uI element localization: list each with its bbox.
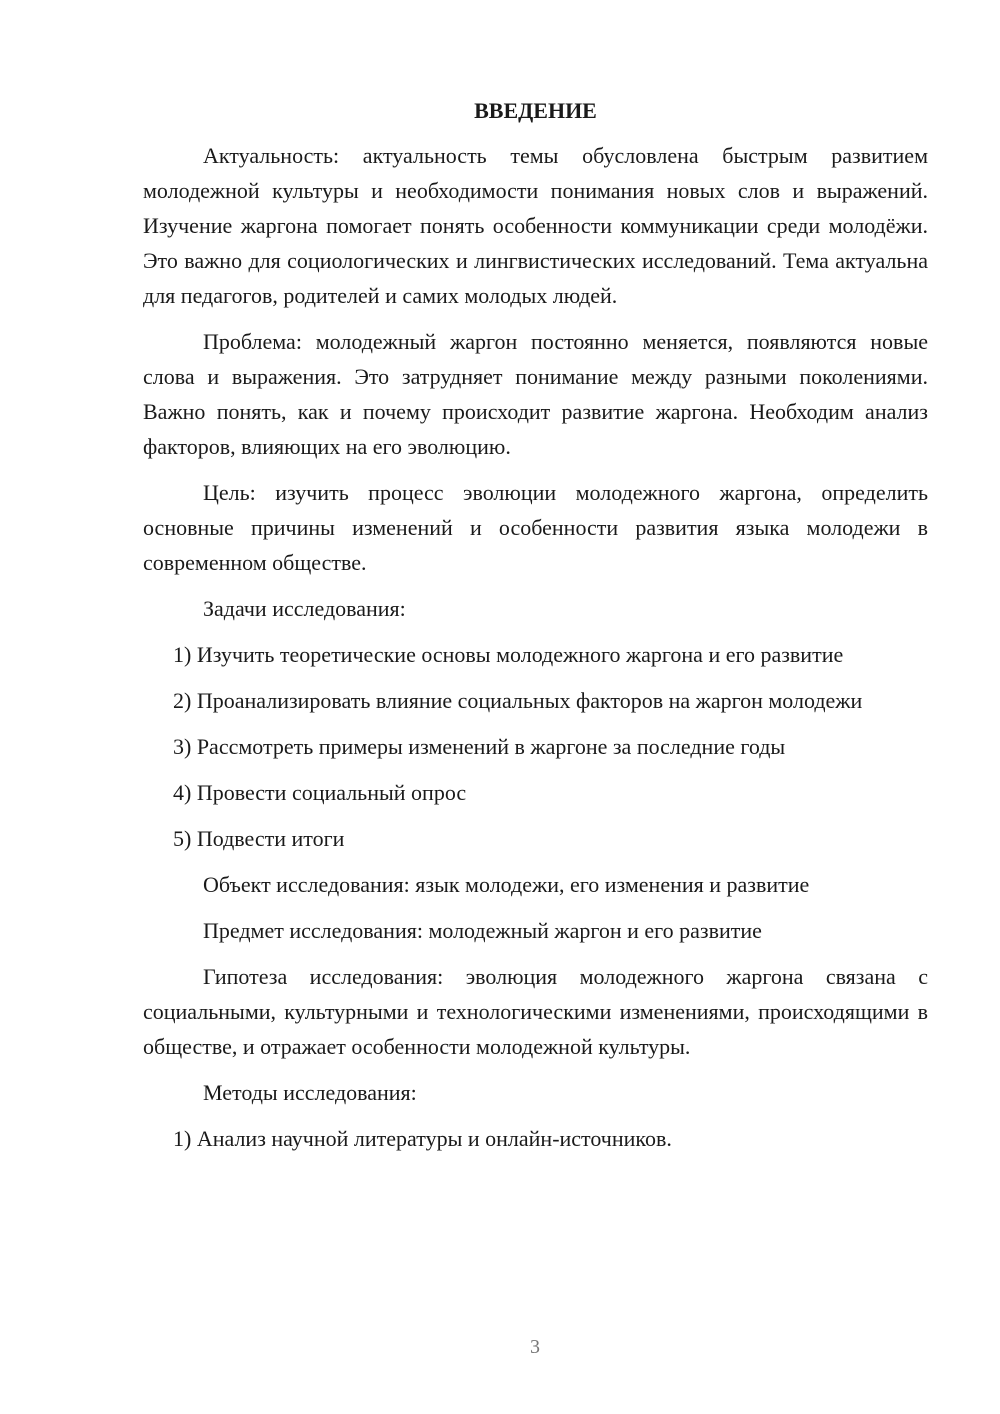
document-page [143, 96, 928, 1167]
task-item-3: 3) Рассмотреть примеры изменений в жаргоне за последние годы [173, 734, 786, 759]
problem-paragraph: Проблема: молодежный жаргон постоянно меняется, появляются новые слова и выражения. Это затрудняет понимание между разными поколениями. Важно понять, как и почему происходит развитие жаргона. Необходим анализ факторов, влияющих на его эволюцию. [143, 329, 928, 459]
task-item-2: 2) Проанализировать влияние социальных факторов на жаргон молодежи [173, 688, 863, 713]
subject-paragraph: Предмет исследования: молодежный жаргон и его развитие [203, 918, 762, 943]
object-paragraph: Объект исследования: язык молодежи, его изменения и развитие [203, 872, 810, 897]
methods-heading: Методы исследования: [203, 1080, 417, 1105]
goal-paragraph: Цель: изучить процесс эволюции молодежного жаргона, определить основные причины изменений и особенности развития языка молодежи в современном обществе. [143, 480, 928, 575]
task-item-1: 1) Изучить теоретические основы молодежного жаргона и его развитие [173, 642, 844, 667]
tasks-heading: Задачи исследования: [203, 596, 406, 621]
task-item-4: 4) Провести социальный опрос [173, 780, 467, 805]
task-item-5: 5) Подвести итоги [173, 826, 345, 851]
relevance-paragraph: Актуальность: актуальность темы обусловлена быстрым развитием молодежной культуры и необходимости понимания новых слов и выражений. Изучение жаргона помогает понять особенности коммуникации среди молодёжи. Это важно для социологических и лингвистических исследований. Тема актуальна для педагогов, родителей и самих молодых людей. [143, 143, 928, 308]
page-title: ВВЕДЕНИЕ [474, 98, 597, 123]
method-item-1: 1) Анализ научной литературы и онлайн-источников. [173, 1126, 672, 1151]
hypothesis-paragraph: Гипотеза исследования: эволюция молодежного жаргона связана с социальными, культурными и технологическими изменениями, происходящими в обществе, и отражает особенности молодежной культуры. [143, 964, 928, 1059]
page-number: 3 [530, 1336, 540, 1358]
